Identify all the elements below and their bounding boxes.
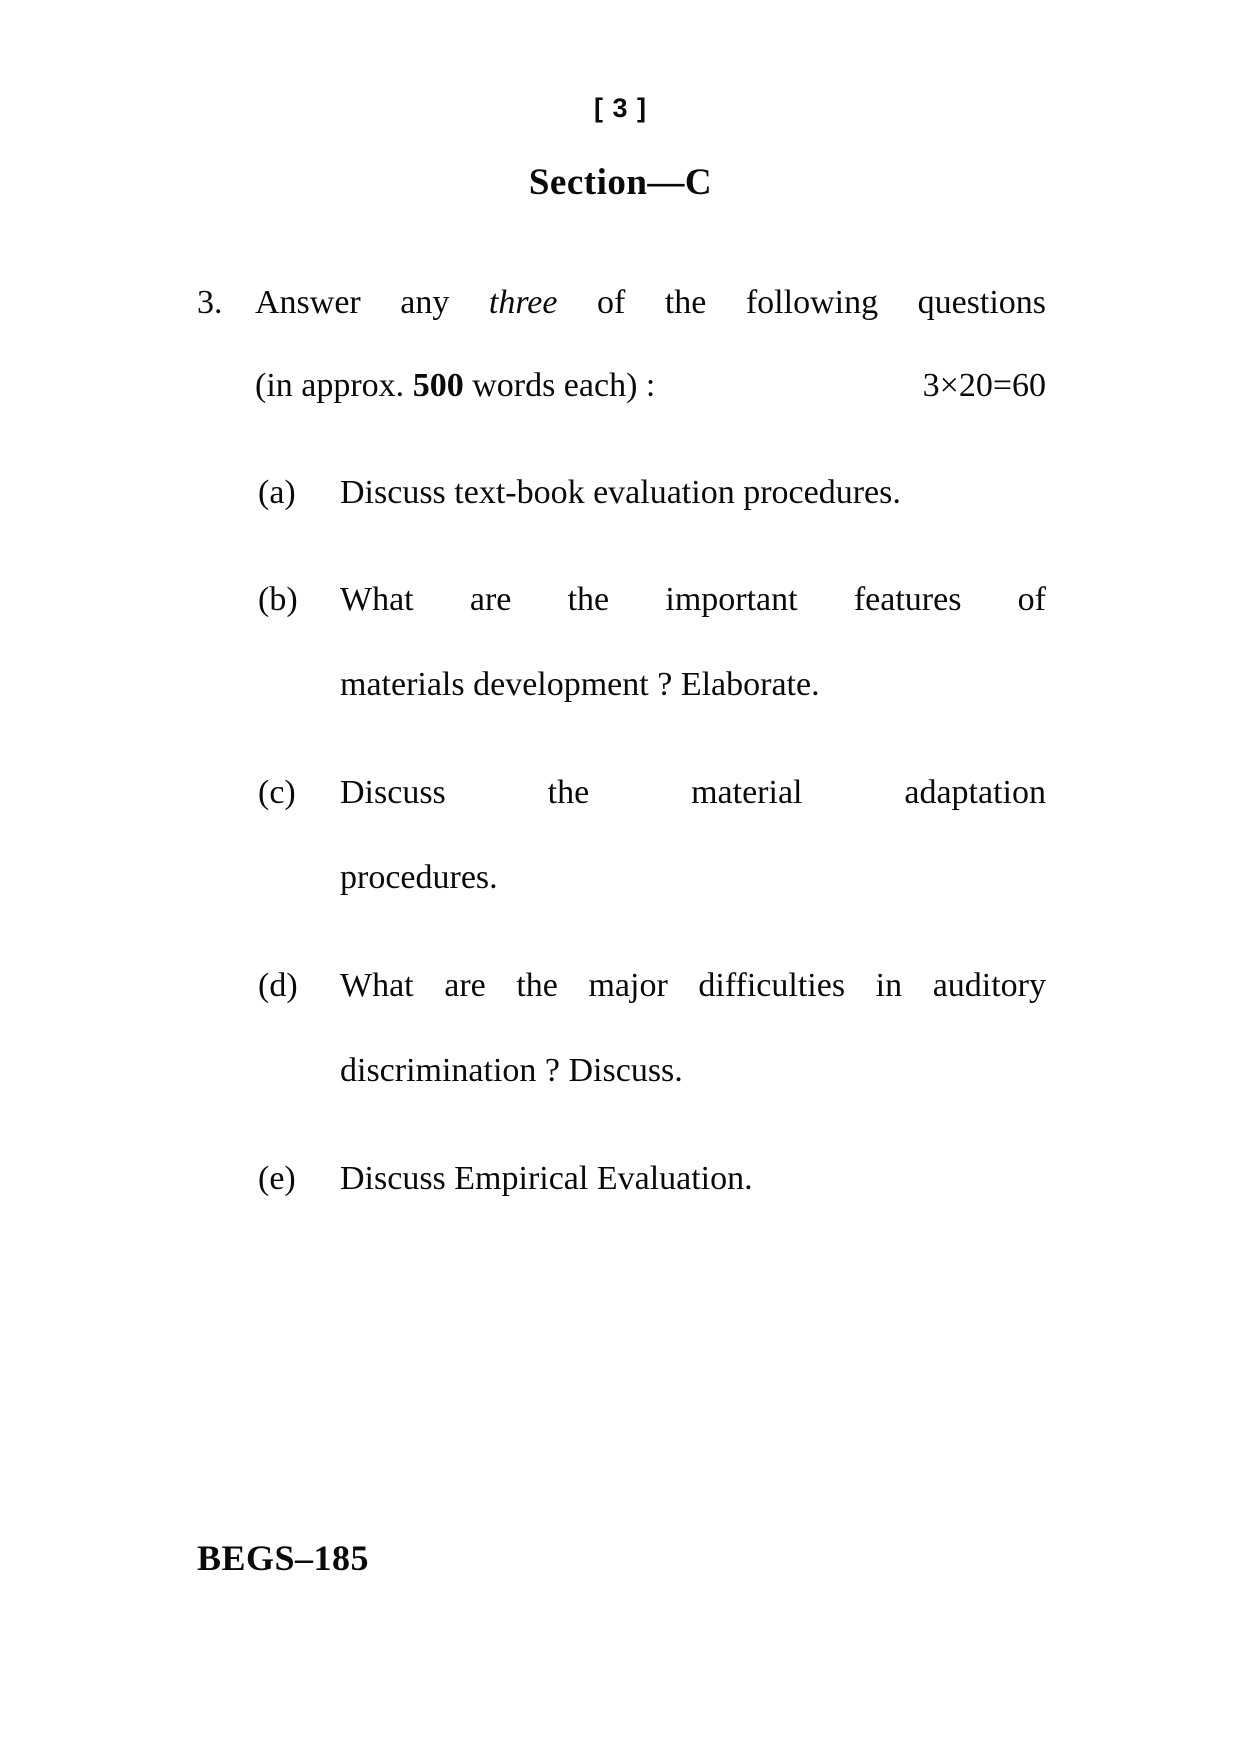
subquestion-d-text-line2: discrimination ? Discuss. bbox=[340, 1052, 683, 1089]
question-words-note bbox=[255, 366, 655, 405]
subquestion-c-text-line2: procedures. bbox=[340, 859, 498, 896]
subquestion-c-text-line1: Discuss the material adaptation bbox=[340, 774, 1046, 811]
question-number: 3. bbox=[197, 284, 223, 321]
subquestion-a-label: (a) bbox=[258, 474, 296, 511]
subquestion-e-text: Discuss Empirical Evaluation. bbox=[340, 1160, 753, 1197]
subquestion-b-text-line2: materials development ? Elaborate. bbox=[340, 666, 820, 703]
question-intro-emphasis: three bbox=[488, 284, 558, 321]
subquestion-c-label: (c) bbox=[258, 774, 296, 811]
question-words-post: words each) : bbox=[472, 367, 656, 404]
subquestion-b-label: (b) bbox=[258, 581, 298, 618]
question-words-pre: (in approx. bbox=[255, 367, 405, 404]
question-words-count: 500 bbox=[412, 367, 464, 404]
subquestion-a-text: Discuss text-book evaluation procedures. bbox=[340, 474, 901, 511]
subquestion-d-label: (d) bbox=[258, 967, 298, 1004]
marks-allocation: 3×20=60 bbox=[922, 367, 1046, 404]
subquestion-d-text-line1: What are the major difficulties in auditory bbox=[340, 967, 1046, 1004]
question-intro-pre: Answer any bbox=[255, 284, 450, 321]
paper-code: BEGS–185 bbox=[197, 1538, 370, 1578]
question-intro-post: of the following questions bbox=[597, 284, 1047, 321]
subquestion-e-label: (e) bbox=[258, 1160, 296, 1197]
page-number: [ 3 ] bbox=[593, 93, 647, 123]
section-heading: Section—C bbox=[528, 162, 713, 203]
question-intro-line2 bbox=[255, 366, 1046, 405]
subquestion-b-text-line1: What are the important features of bbox=[340, 581, 1046, 618]
question-intro-line1 bbox=[255, 283, 1046, 322]
